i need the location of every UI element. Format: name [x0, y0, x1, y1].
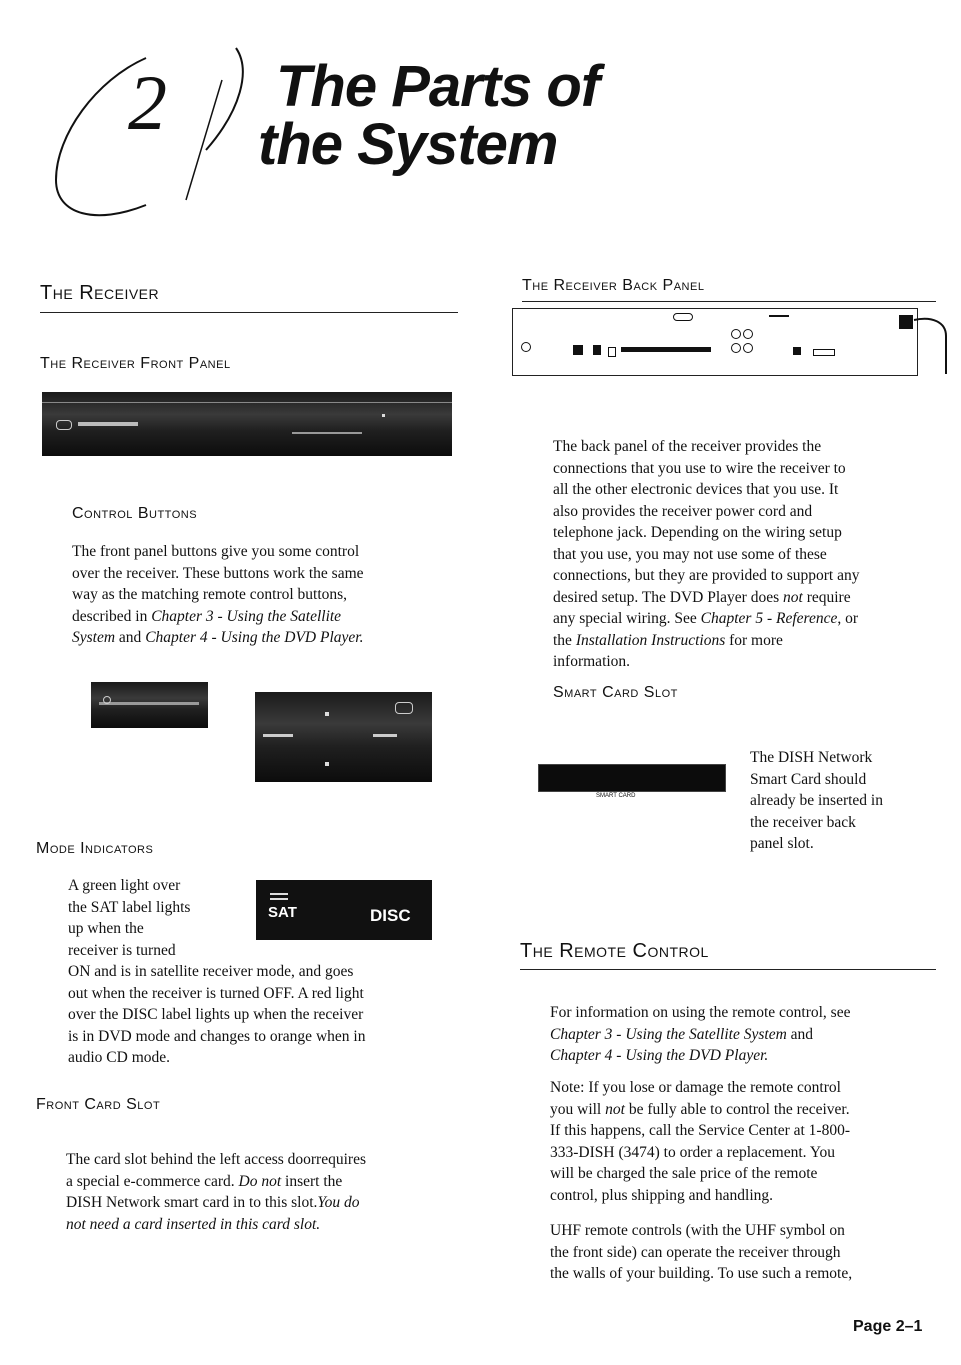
mode-indicator-panel — [256, 880, 432, 940]
control-buttons-heading: Control Buttons — [72, 505, 198, 522]
remote-heading-rule — [520, 969, 936, 970]
smart-card-slot-image — [538, 764, 726, 792]
mode-indicators-heading: Mode Indicators — [36, 840, 154, 857]
smart-card-label: SMART CARD — [596, 793, 636, 799]
mode-text-narrow: A green light over the SAT label lights up when the receiver is turned — [68, 877, 191, 959]
chapter-title-line2: the System — [258, 112, 558, 177]
front-card-text: The card slot behind the left access doorrequires a special e-commerce card. Do not insert the DISH Network smart card in to this slot.You do not need a card inserted in this card slot. — [66, 1151, 366, 1233]
receiver-heading-rule — [40, 312, 458, 313]
back-panel-heading-rule — [522, 301, 936, 302]
sat-label: SAT — [268, 904, 297, 921]
front-panel-heading: The Receiver Front Panel — [40, 355, 231, 372]
control-buttons-image-left — [91, 682, 208, 728]
receiver-heading: The Receiver — [40, 282, 160, 304]
remote-control-heading: The Remote Control — [520, 940, 709, 962]
uhf-text: UHF remote controls (with the UHF symbol on the front side) can operate the receiver through the walls of your building. To use such a remote, — [550, 1222, 853, 1282]
control-buttons-text: The front panel buttons give you some control over the receiver. These buttons work the same way as the matching remote control buttons, described in Chapter 3 - Using the Satellite System and Chapter 4 - Using the DVD Player. — [72, 543, 364, 646]
chapter-number: 2 — [128, 59, 167, 146]
disc-label: DISC — [370, 906, 411, 925]
note-text: Note: If you lose or damage the remote control you will not be fully able to control the receiver. If this happens, call the Service Center at 1-800- 333-DISH (3474) to order a replacement. You will be charged the sale price of the remote control, plus shipping and handling. — [550, 1079, 850, 1204]
control-buttons-image-right — [255, 692, 432, 782]
mode-text-wide: ON and is in satellite receiver mode, and goes out when the receiver is turned OFF. A red light over the DISC label lights up when the receiver is in DVD mode and changes to orange when in audio CD mode. — [68, 963, 366, 1066]
remote-intro-text: For information on using the remote control, see Chapter 3 - Using the Satellite System and Chapter 4 - Using the DVD Player. — [550, 1004, 851, 1064]
receiver-front-panel-image — [42, 392, 452, 456]
smart-card-slot-heading: Smart Card Slot — [553, 684, 678, 701]
back-panel-text: The back panel of the receiver provides the connections that you use to wire the receiver to all the other electronic devices that you use. It also provides the receiver power cord and telephone jack. Depending on the wiring setup that you use, you may not use some of these connections, but they are provided to support any desired setup. The DVD Player does not require any special wiring. See Chapter 5 - Reference, or the Installation Instructions for more information. — [553, 438, 860, 670]
power-cord-icon — [912, 312, 952, 378]
page-number: Page 2–1 — [853, 1318, 923, 1335]
front-card-slot-heading: Front Card Slot — [36, 1096, 161, 1113]
chapter-title-line1: The Parts of — [276, 54, 600, 119]
receiver-back-panel-image — [512, 308, 918, 376]
smart-card-text: The DISH Network Smart Card should already be inserted in the receiver back panel slot. — [750, 749, 883, 852]
back-panel-heading: The Receiver Back Panel — [522, 277, 705, 294]
